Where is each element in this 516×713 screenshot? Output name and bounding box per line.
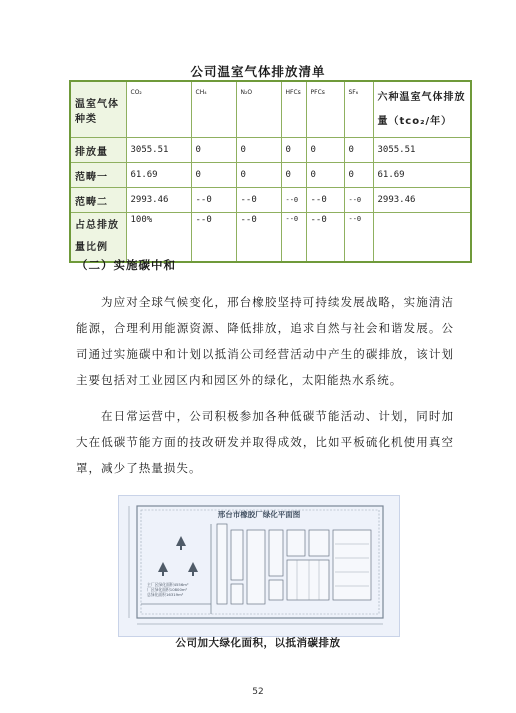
table-cell: 0 <box>344 163 373 188</box>
table-row <box>70 213 471 263</box>
header-gas: SF₆ <box>344 81 373 138</box>
table-cell: --0 <box>306 188 344 213</box>
header-gas: CH₄ <box>191 81 236 138</box>
table-cell: 0 <box>344 138 373 163</box>
plan-legend-line: 总绿化面积16319m² <box>147 592 184 597</box>
section-heading: （二）实施碳中和 <box>76 258 176 272</box>
body-paragraph: 为应对全球气候变化，邢台橡胶坚持可持续发展战略，实施清洁能源，合理利用能源资源、降低排放，追求自然与社会和谐发展。公司通过实施碳中和计划以抵消公司经营活动中产生的碳排放，该计划主要包括对工业园区内和园区外的绿化，太阳能热水系统。 <box>76 295 454 387</box>
table-header-row <box>70 81 471 138</box>
table-cell: 100% <box>126 213 191 263</box>
header-gas: CO₂ <box>126 81 191 138</box>
greening-plan-figure <box>118 495 400 637</box>
table-cell: 3055.51 <box>373 138 471 163</box>
header-gas: N₂O <box>236 81 281 138</box>
table-cell: --0 <box>236 213 281 263</box>
row-label: 范畴二 <box>70 188 126 213</box>
table-row <box>70 138 471 163</box>
table-cell: --0 <box>281 188 306 213</box>
body-paragraph: 在日常运营中，公司积极参加各种低碳节能活动、计划，同时加大在低碳节能方面的技改研发并取得成效，比如平板硫化机使用真空罩，减少了热量损失。 <box>76 409 454 475</box>
table-title: 公司温室气体排放清单 <box>190 64 326 79</box>
table-cell: 0 <box>281 138 306 163</box>
table-cell: 2993.46 <box>126 188 191 213</box>
figure-caption: 公司加大绿化面积，以抵消碳排放 <box>175 637 341 649</box>
header-gas: HFCs <box>281 81 306 138</box>
table-cell: --0 <box>236 188 281 213</box>
table-cell: 0 <box>306 163 344 188</box>
table-cell: --0 <box>191 188 236 213</box>
row-label: 范畴一 <box>70 163 126 188</box>
plan-legend-line: 厂区绿化面积10800m² <box>147 587 188 592</box>
row-label: 占总排放量比例 <box>70 213 126 263</box>
site-plan-drawing <box>119 496 399 636</box>
table-cell: 3055.51 <box>126 138 191 163</box>
table-cell: 0 <box>306 138 344 163</box>
header-gas: PFCs <box>306 81 344 138</box>
table-cell: --0 <box>191 213 236 263</box>
table-cell: 2993.46 <box>373 188 471 213</box>
table-cell: 0 <box>191 138 236 163</box>
header-total: 六种温室气体排放量（tco₂/年） <box>373 81 471 138</box>
table-cell: 0 <box>281 163 306 188</box>
plan-title: 邢台市橡胶厂绿化平面图 <box>217 510 301 519</box>
table-cell: --0 <box>306 213 344 263</box>
table-cell: 0 <box>236 163 281 188</box>
table-cell <box>373 213 471 263</box>
table-row <box>70 163 471 188</box>
table-cell: 61.69 <box>126 163 191 188</box>
plan-legend-line: 主厂区绿化面积4556m² <box>147 582 189 587</box>
table-cell: 61.69 <box>373 163 471 188</box>
table-cell: 0 <box>191 163 236 188</box>
table-row <box>70 188 471 213</box>
table-cell: 0 <box>236 138 281 163</box>
row-label: 排放量 <box>70 138 126 163</box>
header-gas-type: 温室气体种类 <box>70 81 126 138</box>
table-cell: --0 <box>344 213 373 263</box>
table-cell: --0 <box>281 213 306 263</box>
page-number: 52 <box>252 687 264 697</box>
table-cell: --0 <box>344 188 373 213</box>
emissions-table <box>69 80 472 263</box>
